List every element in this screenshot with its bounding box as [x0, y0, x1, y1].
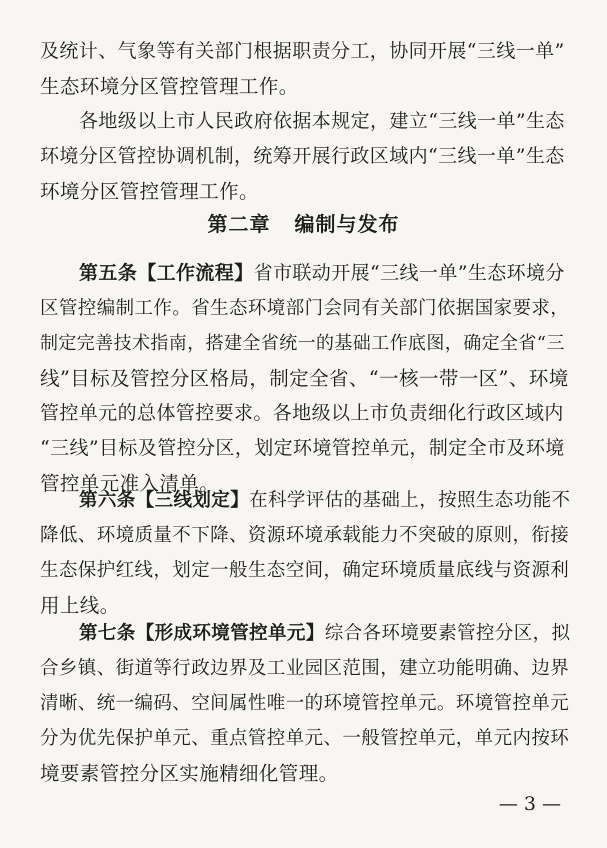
text-line: 及统计、气象等有关部门根据职责分工，协同开展“三线一单”: [40, 40, 565, 62]
intro-paragraph-1: [40, 34, 570, 104]
text-line: 用上线。: [40, 594, 120, 617]
text-line: 管控单元的总体管控要求。各地级以上市负责细化行政区域内: [40, 402, 564, 424]
text-line: [40, 616, 570, 651]
chapter-title: 编制与发布: [294, 212, 400, 236]
text-line: 各地级以上市人民政府依据本规定，建立“三线一单”生态: [79, 110, 565, 132]
article-6: [40, 483, 570, 623]
article-7: [40, 616, 570, 791]
article-label: 第六条【三线划定】: [79, 490, 250, 511]
text-line: 境要素管控分区实施精细化管理。: [40, 762, 339, 785]
text-line: 环境分区管控管理工作。: [40, 180, 259, 203]
text-line: 线”目标及管控分区格局，制定全省、“一核一带一区”、环境: [40, 367, 569, 390]
text-line: [40, 483, 570, 518]
article-text: 在科学评估的基础上，按照生态功能不: [249, 490, 571, 511]
chapter-heading: [0, 208, 607, 237]
text-line: 合乡镇、街道等行政边界及工业园区范围，建立功能明确、边界: [40, 658, 570, 679]
text-line: 管控单元准入清单。: [40, 472, 220, 495]
text-line: 分为优先保护单元、重点管控单元、一般管控单元，单元内按环: [40, 728, 570, 749]
text-line: 降低、环境质量不下降、资源环境承载能力不突破的原则，衔接: [40, 525, 570, 546]
article-label: 第七条【形成环境管控单元】: [79, 623, 325, 644]
text-line: 生态保护红线，划定一般生态空间，确定环境质量底线与资源利: [40, 560, 570, 581]
text-line: “三线”目标及管控分区，划定环境管控单元，制定全市及环境: [40, 437, 565, 459]
text-line: 制定完善技术指南，搭建全省统一的基础工作底图，确定全省“三: [40, 333, 565, 354]
page-number: — 3 —: [498, 793, 561, 815]
text-line: [40, 256, 570, 291]
text-line: 区管控编制工作。省生态环境部门会同有关部门依据国家要求，: [40, 298, 570, 319]
article-text: 综合各环境要素管控分区，拟: [324, 623, 571, 644]
text-line: 清晰、统一编码、空间属性唯一的环境管控单元。环境管控单元: [40, 693, 570, 714]
article-label: 第五条【工作流程】: [79, 262, 254, 284]
chapter-number: 第二章: [207, 212, 271, 236]
text-line: 生态环境分区管控管理工作。: [40, 75, 299, 98]
article-5: [40, 256, 570, 501]
intro-paragraph-2: [40, 104, 570, 209]
article-text: 省市联动开展“三线一单”生态环境分: [253, 262, 565, 284]
text-line: 环境分区管控协调机制，统筹开展行政区域内“三线一单”生态: [40, 145, 565, 167]
